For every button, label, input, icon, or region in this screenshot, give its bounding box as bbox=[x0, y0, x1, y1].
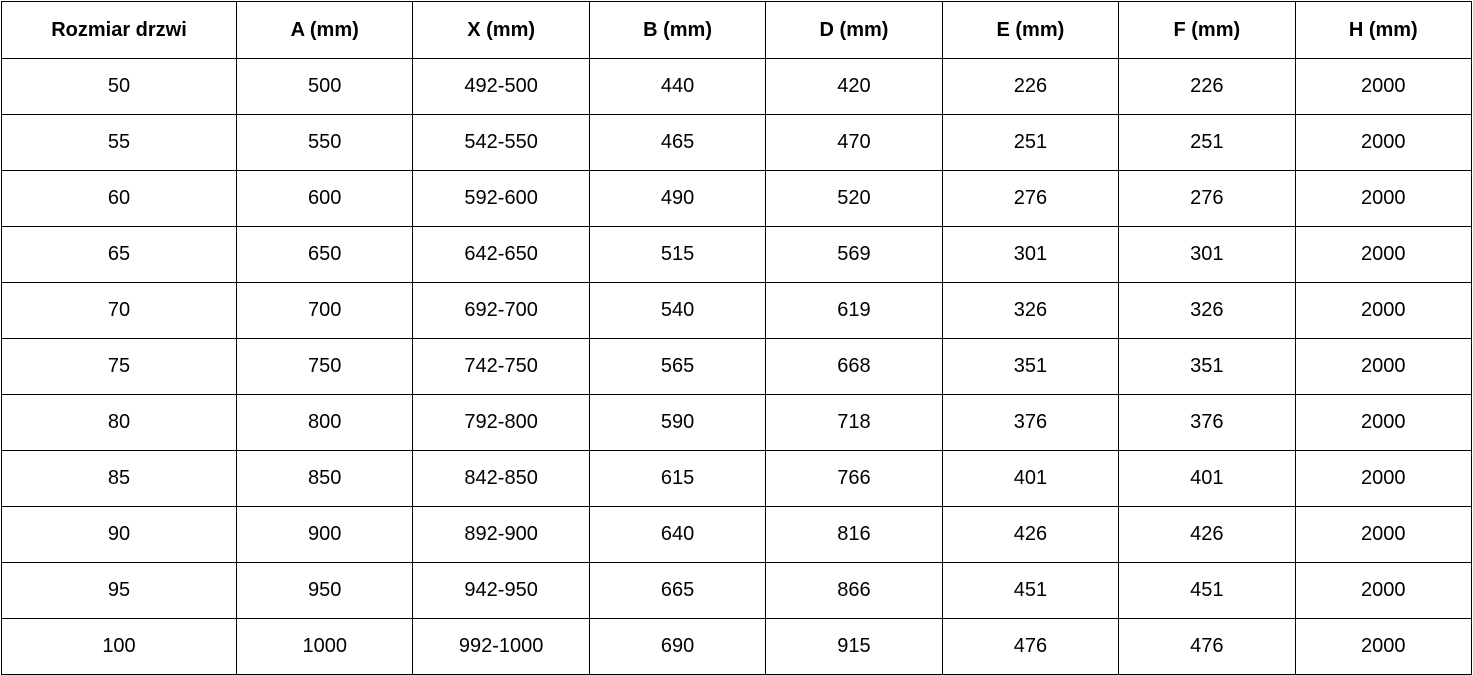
table-cell: 226 bbox=[942, 59, 1118, 115]
table-cell: 650 bbox=[237, 227, 413, 283]
table-cell: 718 bbox=[766, 395, 942, 451]
table-row bbox=[2, 171, 1472, 227]
column-header: B (mm) bbox=[589, 2, 765, 59]
table-cell: 640 bbox=[589, 507, 765, 563]
table-cell: 642-650 bbox=[413, 227, 589, 283]
table-cell: 750 bbox=[237, 339, 413, 395]
table-cell: 326 bbox=[1119, 283, 1295, 339]
table-cell: 690 bbox=[589, 619, 765, 675]
table-cell: 90 bbox=[2, 507, 237, 563]
table-cell: 668 bbox=[766, 339, 942, 395]
table-header bbox=[2, 2, 1472, 59]
table-cell: 85 bbox=[2, 451, 237, 507]
table-cell: 326 bbox=[942, 283, 1118, 339]
table-cell: 550 bbox=[237, 115, 413, 171]
table-cell: 842-850 bbox=[413, 451, 589, 507]
table-cell: 490 bbox=[589, 171, 765, 227]
table-cell: 75 bbox=[2, 339, 237, 395]
table-cell: 742-750 bbox=[413, 339, 589, 395]
table-cell: 619 bbox=[766, 283, 942, 339]
table-cell: 500 bbox=[237, 59, 413, 115]
table-cell: 451 bbox=[942, 563, 1118, 619]
table-cell: 592-600 bbox=[413, 171, 589, 227]
table-cell: 540 bbox=[589, 283, 765, 339]
table-cell: 590 bbox=[589, 395, 765, 451]
table-body bbox=[2, 59, 1472, 675]
table-cell: 426 bbox=[1119, 507, 1295, 563]
table-cell: 2000 bbox=[1295, 115, 1471, 171]
table-cell: 301 bbox=[1119, 227, 1295, 283]
table-cell: 440 bbox=[589, 59, 765, 115]
table-cell: 451 bbox=[1119, 563, 1295, 619]
table-cell: 100 bbox=[2, 619, 237, 675]
table-cell: 665 bbox=[589, 563, 765, 619]
table-cell: 50 bbox=[2, 59, 237, 115]
table-cell: 276 bbox=[1119, 171, 1295, 227]
table-row bbox=[2, 59, 1472, 115]
table-cell: 376 bbox=[942, 395, 1118, 451]
table-cell: 942-950 bbox=[413, 563, 589, 619]
table-cell: 492-500 bbox=[413, 59, 589, 115]
table-cell: 792-800 bbox=[413, 395, 589, 451]
table-cell: 692-700 bbox=[413, 283, 589, 339]
table-cell: 542-550 bbox=[413, 115, 589, 171]
table-cell: 766 bbox=[766, 451, 942, 507]
column-header: A (mm) bbox=[237, 2, 413, 59]
table-cell: 251 bbox=[942, 115, 1118, 171]
table-cell: 900 bbox=[237, 507, 413, 563]
column-header: D (mm) bbox=[766, 2, 942, 59]
table-cell: 2000 bbox=[1295, 395, 1471, 451]
table-cell: 2000 bbox=[1295, 451, 1471, 507]
table-row bbox=[2, 283, 1472, 339]
table-cell: 2000 bbox=[1295, 171, 1471, 227]
door-dimensions-table-container bbox=[0, 1, 1473, 674]
table-cell: 992-1000 bbox=[413, 619, 589, 675]
table-cell: 476 bbox=[942, 619, 1118, 675]
table-cell: 401 bbox=[1119, 451, 1295, 507]
table-cell: 401 bbox=[942, 451, 1118, 507]
column-header: H (mm) bbox=[1295, 2, 1471, 59]
table-cell: 2000 bbox=[1295, 563, 1471, 619]
table-cell: 850 bbox=[237, 451, 413, 507]
table-cell: 700 bbox=[237, 283, 413, 339]
table-row bbox=[2, 507, 1472, 563]
table-cell: 251 bbox=[1119, 115, 1295, 171]
table-cell: 301 bbox=[942, 227, 1118, 283]
table-cell: 569 bbox=[766, 227, 942, 283]
header-row bbox=[2, 2, 1472, 59]
table-cell: 600 bbox=[237, 171, 413, 227]
door-dimensions-table bbox=[1, 1, 1472, 675]
table-cell: 476 bbox=[1119, 619, 1295, 675]
column-header: E (mm) bbox=[942, 2, 1118, 59]
table-row bbox=[2, 619, 1472, 675]
table-cell: 866 bbox=[766, 563, 942, 619]
column-header: F (mm) bbox=[1119, 2, 1295, 59]
table-cell: 420 bbox=[766, 59, 942, 115]
table-cell: 60 bbox=[2, 171, 237, 227]
table-cell: 276 bbox=[942, 171, 1118, 227]
table-cell: 565 bbox=[589, 339, 765, 395]
table-cell: 465 bbox=[589, 115, 765, 171]
table-row bbox=[2, 115, 1472, 171]
table-cell: 800 bbox=[237, 395, 413, 451]
table-cell: 426 bbox=[942, 507, 1118, 563]
column-header: Rozmiar drzwi bbox=[2, 2, 237, 59]
column-header: X (mm) bbox=[413, 2, 589, 59]
table-cell: 470 bbox=[766, 115, 942, 171]
table-cell: 2000 bbox=[1295, 227, 1471, 283]
table-row bbox=[2, 563, 1472, 619]
table-cell: 65 bbox=[2, 227, 237, 283]
table-cell: 70 bbox=[2, 283, 237, 339]
table-cell: 351 bbox=[942, 339, 1118, 395]
table-cell: 2000 bbox=[1295, 59, 1471, 115]
table-cell: 55 bbox=[2, 115, 237, 171]
table-cell: 80 bbox=[2, 395, 237, 451]
table-row bbox=[2, 395, 1472, 451]
table-cell: 515 bbox=[589, 227, 765, 283]
table-cell: 2000 bbox=[1295, 283, 1471, 339]
table-cell: 615 bbox=[589, 451, 765, 507]
table-cell: 2000 bbox=[1295, 339, 1471, 395]
table-cell: 520 bbox=[766, 171, 942, 227]
table-cell: 351 bbox=[1119, 339, 1295, 395]
table-cell: 892-900 bbox=[413, 507, 589, 563]
table-cell: 95 bbox=[2, 563, 237, 619]
table-cell: 1000 bbox=[237, 619, 413, 675]
table-row bbox=[2, 227, 1472, 283]
table-cell: 2000 bbox=[1295, 619, 1471, 675]
table-cell: 2000 bbox=[1295, 507, 1471, 563]
table-cell: 226 bbox=[1119, 59, 1295, 115]
table-cell: 950 bbox=[237, 563, 413, 619]
table-row bbox=[2, 451, 1472, 507]
table-row bbox=[2, 339, 1472, 395]
table-cell: 915 bbox=[766, 619, 942, 675]
table-cell: 816 bbox=[766, 507, 942, 563]
table-cell: 376 bbox=[1119, 395, 1295, 451]
